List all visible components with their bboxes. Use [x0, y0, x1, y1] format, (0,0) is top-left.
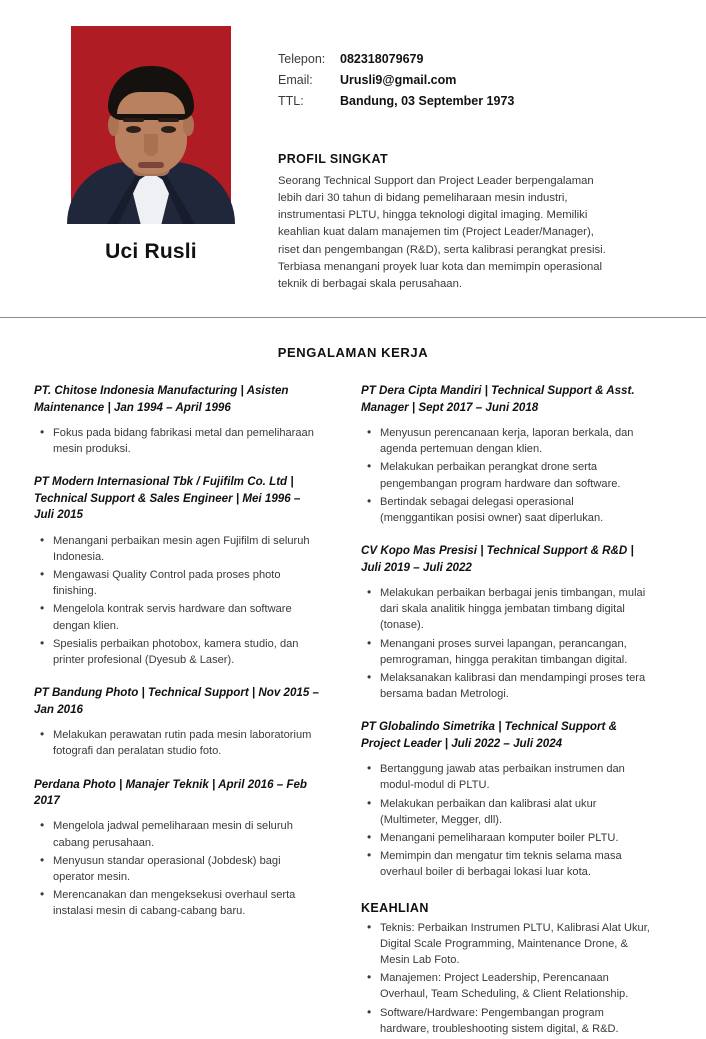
- job-entry: [34, 383, 323, 457]
- photo-column: [34, 26, 266, 293]
- portrait-brow-left: [123, 118, 144, 122]
- header-divider: [0, 317, 706, 318]
- portrait-nose: [144, 134, 158, 156]
- person-name: Uci Rusli: [105, 240, 197, 263]
- job-bullets: [34, 533, 323, 669]
- contact-value-email: Urusli9@gmail.com: [340, 73, 457, 87]
- job-heading: PT Globalindo Simetrika | Technical Support & Project Leader | Juli 2022 – Juli 2024: [361, 720, 617, 750]
- experience-section-title: PENGALAMAN KERJA: [277, 345, 429, 361]
- job-bullet: • Bertanggung jawab atas perbaikan instrumen dan modul-modul di PLTU.: [380, 761, 650, 793]
- portrait-brow-right: [158, 118, 179, 122]
- contact-value-ttl: Bandung, 03 September 1973: [340, 94, 515, 108]
- job-bullet: • Melaksanakan kalibrasi dan mendampingi proses tera bersama badan Metrologi.: [380, 670, 650, 702]
- job-bullet: • Menyusun perencanaan kerja, laporan berkala, dan agenda pertemuan dengan klien.: [380, 425, 650, 457]
- contact-row-email: [278, 73, 514, 94]
- portrait-mouth: [138, 162, 164, 168]
- job-bullet: • Fokus pada bidang fabrikasi metal dan pemeliharaan mesin produksi.: [53, 425, 323, 457]
- job-bullets: [34, 818, 323, 919]
- header-details: [266, 26, 672, 293]
- job-heading: Perdana Photo | Manajer Teknik | April 2016 – Feb 2017: [34, 777, 308, 807]
- job-bullets: [34, 425, 323, 457]
- job-entry: [361, 719, 650, 880]
- job-bullets: [361, 585, 650, 702]
- experience-left-column: [34, 383, 323, 1039]
- contact-label-ttl: TTL:: [278, 94, 304, 108]
- job-heading: CV Kopo Mas Presisi | Technical Support & R&D | Juli 2019 – Juli 2022: [361, 544, 634, 574]
- job-bullet: • Mengelola kontrak servis hardware dan software dengan klien.: [53, 601, 323, 633]
- job-bullet: • Memimpin dan mengatur tim teknis selama masa overhaul boiler di berbagai lokasi luar kota.: [380, 848, 650, 880]
- profile-text: Seorang Technical Support dan Project Leader berpengalaman lebih dari 30 tahun di bidang pemeliharaan mesin industri, instrumentasi PLTU, hingga teknologi digital imaging. Memiliki keahlian kuat dalam manajemen tim (Project Leader/Manager), riset dan pengembangan (R&D), serta kalibrasi perangkat presisi. Terbiasa menangani proyek luar kota dan memimpin operasional teknik di berbagai skala perusahaan.: [278, 175, 606, 290]
- cv-header: [0, 0, 706, 293]
- portrait-photo: [71, 26, 231, 224]
- job-bullets: [361, 425, 650, 526]
- job-bullet: • Melakukan perbaikan dan kalibrasi alat ukur (Multimeter, Megger, dll).: [380, 796, 650, 828]
- experience-columns: [0, 383, 706, 1039]
- job-entry: [34, 777, 323, 920]
- job-bullet: • Melakukan perawatan rutin pada mesin laboratorium fotografi dan peralatan studio foto.: [53, 727, 323, 759]
- job-bullet: • Spesialis perbaikan photobox, kamera studio, dan printer profesional (Dyesub & Laser).: [53, 636, 323, 668]
- job-entry: [34, 685, 323, 759]
- contact-label-telepon: Telepon:: [278, 52, 326, 66]
- portrait-eye-left: [126, 126, 141, 133]
- job-heading: PT Modern Internasional Tbk / Fujifilm Co. Ltd | Technical Support & Sales Engineer | Mei 1996 – Juli 2015: [34, 475, 301, 522]
- job-bullet: • Melakukan perbaikan perangkat drone serta pengembangan program hardware dan software.: [380, 459, 650, 491]
- portrait-eye-right: [161, 126, 176, 133]
- job-bullets: [34, 727, 323, 759]
- profile-title: PROFIL SINGKAT: [278, 152, 389, 166]
- job-bullet: • Menangani proses survei lapangan, perancangan, pemrograman, hingga perakitan timbangan digital.: [380, 636, 650, 668]
- job-heading: PT Dera Cipta Mandiri | Technical Support & Asst. Manager | Sept 2017 – Juni 2018: [361, 384, 635, 414]
- job-bullet: • Menyusun standar operasional (Jobdesk) bagi operator mesin.: [53, 853, 323, 885]
- contact-value-telepon: 082318079679: [340, 52, 424, 66]
- skill-item: • Software/Hardware: Pengembangan program hardware, troubleshooting sistem digital, & R&D.: [380, 1005, 650, 1037]
- job-entry: [361, 543, 650, 702]
- job-bullet: • Menangani pemeliharaan komputer boiler PLTU.: [380, 830, 650, 846]
- job-bullet: • Melakukan perbaikan berbagai jenis timbangan, mulai dari skala analitik hingga jembatan timbang digital (tonase).: [380, 585, 650, 634]
- job-heading: PT Bandung Photo | Technical Support | Nov 2015 – Jan 2016: [34, 686, 319, 716]
- contact-label-email: Email:: [278, 73, 313, 87]
- portrait-hair: [108, 66, 194, 120]
- job-entry: [361, 383, 650, 526]
- skills-list: [361, 920, 650, 1037]
- skill-item: • Teknis: Perbaikan Instrumen PLTU, Kalibrasi Alat Ukur, Digital Scale Programming, Maintenance Drone, & Mesin Lab Foto.: [380, 920, 650, 969]
- job-heading: PT. Chitose Indonesia Manufacturing | Asisten Maintenance | Jan 1994 – April 1996: [34, 384, 289, 414]
- contact-row-telepon: [278, 52, 514, 73]
- job-bullet: • Mengelola jadwal pemeliharaan mesin di seluruh cabang perusahaan.: [53, 818, 323, 850]
- job-bullet: • Bertindak sebagai delegasi operasional (menggantikan posisi owner) saat diperlukan.: [380, 494, 650, 526]
- skill-item: • Manajemen: Project Leadership, Perencanaan Overhaul, Team Scheduling, & Client Relationship.: [380, 970, 650, 1002]
- job-bullets: [361, 761, 650, 880]
- job-bullet: • Mengawasi Quality Control pada proses photo finishing.: [53, 567, 323, 599]
- contact-table: [278, 52, 514, 115]
- contact-row-ttl: [278, 94, 514, 115]
- skills-title: KEAHLIAN: [361, 900, 429, 915]
- job-bullet: • Menangani perbaikan mesin agen Fujifilm di seluruh Indonesia.: [53, 533, 323, 565]
- job-entry: [34, 474, 323, 668]
- experience-right-column: [361, 383, 650, 1039]
- job-bullet: • Merencanakan dan mengeksekusi overhaul serta instalasi mesin di cabang-cabang baru.: [53, 887, 323, 919]
